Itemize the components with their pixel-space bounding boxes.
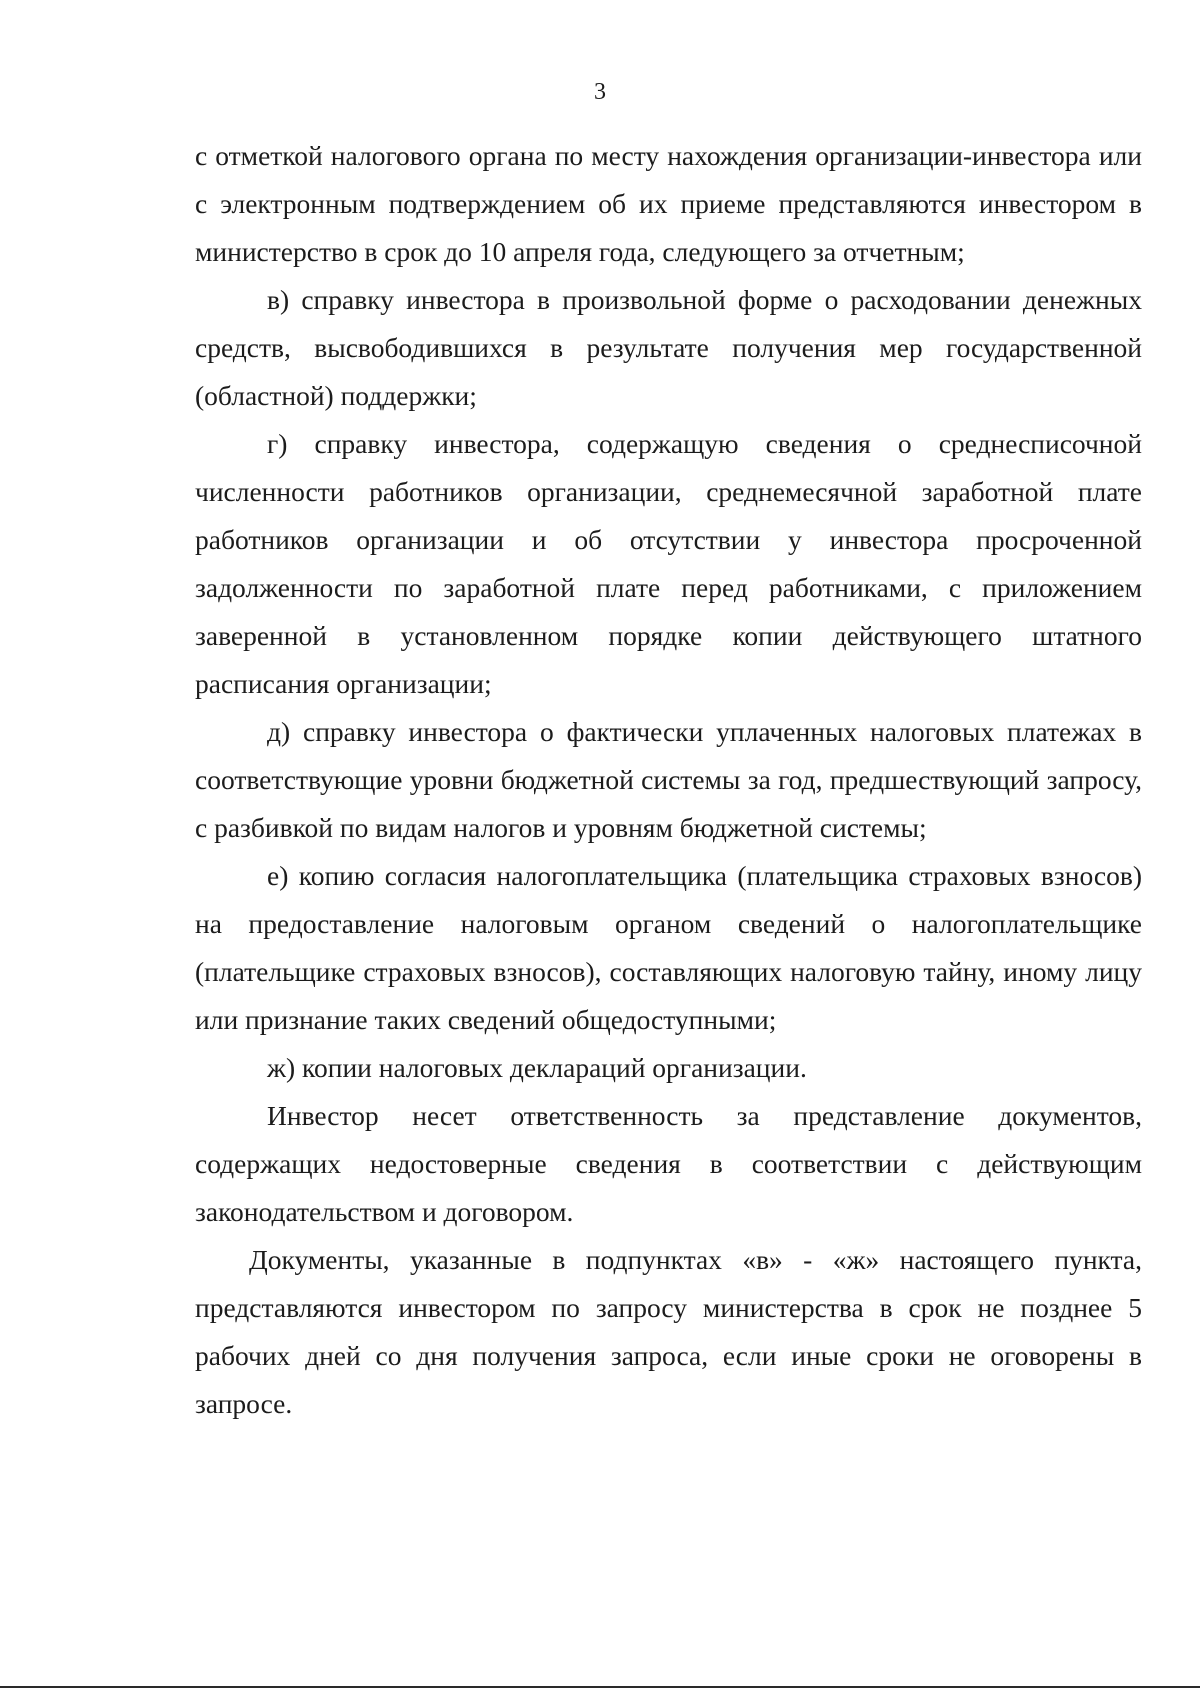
paragraph-continuation: с отметкой налогового органа по месту нахождения организации-инвестора или с электронным подтверждением об их приеме представляются инвестором в министерство в срок до 10 апреля года, следующего за отчетным; xyxy=(195,140,1142,267)
paragraph-item-v: в) справку инвестора в произвольной форме о расходовании денежных средств, высвободившихся в результате получения мер государственной (областной) поддержки; xyxy=(195,284,1142,411)
page-number: 3 xyxy=(594,79,606,105)
paragraph-responsibility: Инвестор несет ответственность за представление документов, содержащих недостоверные сведения в соответствии с действующим законодательством и договором. xyxy=(195,1100,1142,1227)
paragraph-item-e: е) копию согласия налогоплательщика (плательщика страховых взносов) на предоставление налоговым органом сведений о налогоплательщике (плательщике страховых взносов), составляющих налоговую тайну, иному лицу или признание таких сведений общедоступными; xyxy=(195,860,1142,1035)
bottom-rule xyxy=(0,1686,1200,1688)
paragraph-documents-deadline: Документы, указанные в подпунктах «в» - «ж» настоящего пункта, представляются инвестором по запросу министерства в срок не позднее 5 рабочих дней со дня получения запроса, если иные сроки не оговорены в запросе. xyxy=(195,1244,1142,1419)
document-body xyxy=(195,132,1142,1428)
paragraph-item-d: д) справку инвестора о фактически уплаченных налоговых платежах в соответствующие уровни бюджетной системы за год, предшествующий запросу, с разбивкой по видам налогов и уровням бюджетной системы; xyxy=(195,716,1142,843)
paragraph-item-g: г) справку инвестора, содержащую сведения о среднесписочной численности работников организации, среднемесячной заработной плате работников организации и об отсутствии у инвестора просроченной задолженности по заработной плате перед работниками, с приложением заверенной в установленном порядке копии действующего штатного расписания организации; xyxy=(195,428,1142,699)
paragraph-item-zh: ж) копии налоговых деклараций организации. xyxy=(267,1052,807,1083)
